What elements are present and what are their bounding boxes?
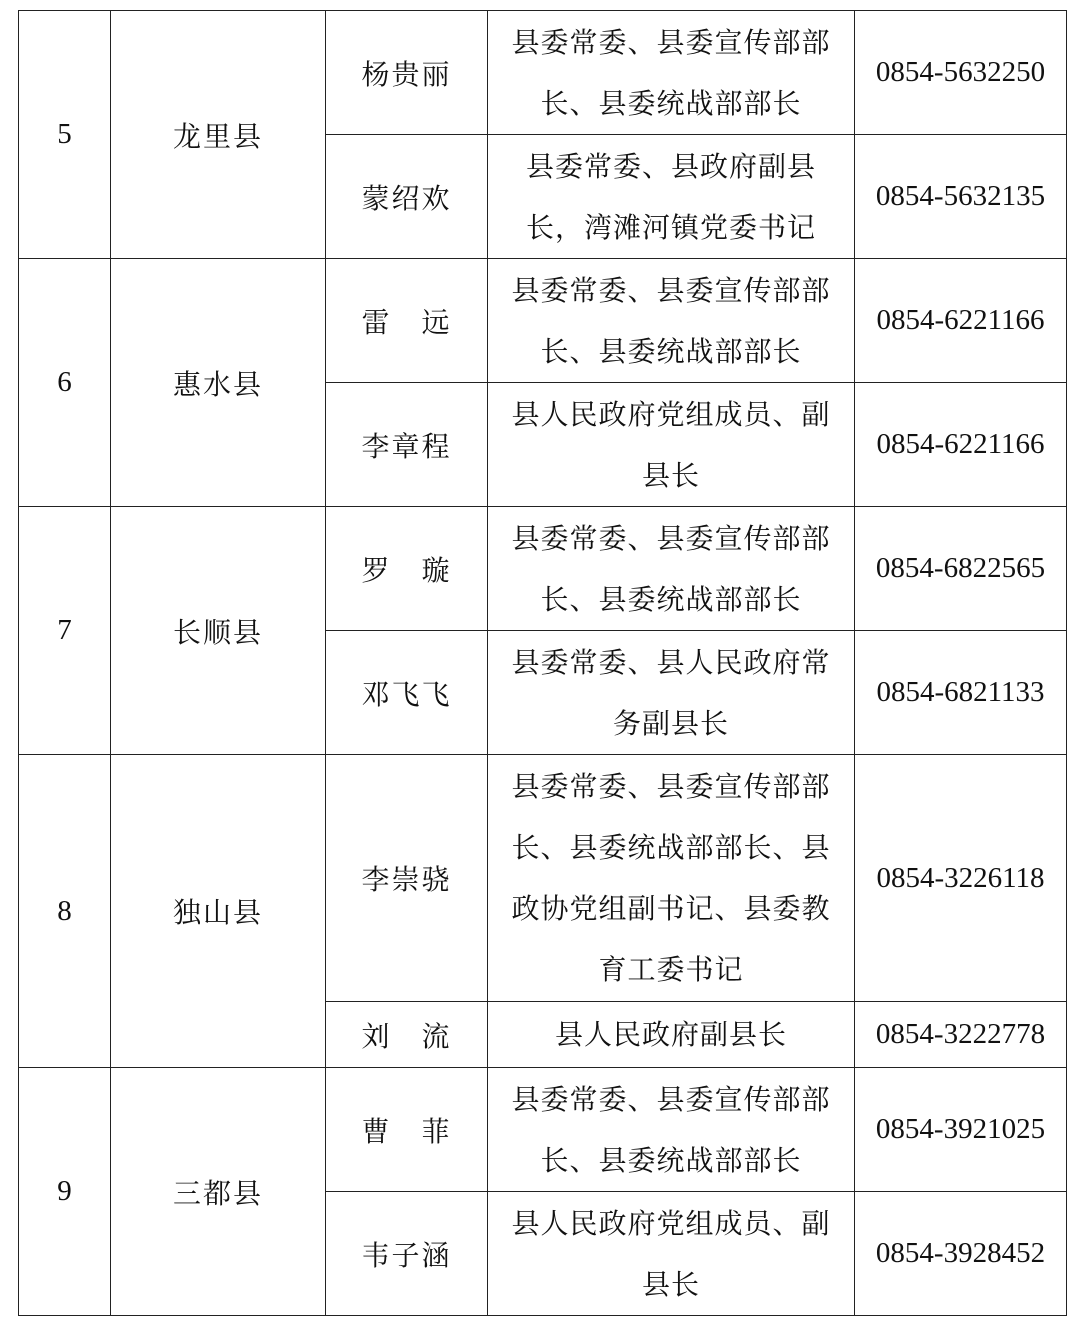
person-name: 李章程	[326, 383, 488, 507]
row-number: 7	[19, 507, 111, 755]
person-name: 罗 璇	[326, 507, 488, 631]
person-phone: 0854-6221166	[855, 259, 1067, 383]
person-name: 李崇骁	[326, 755, 488, 1002]
person-position: 县人民政府党组成员、副县长	[488, 1192, 855, 1316]
row-number: 5	[19, 11, 111, 259]
person-phone: 0854-6221166	[855, 383, 1067, 507]
person-phone: 0854-5632135	[855, 135, 1067, 259]
county-name: 龙里县	[111, 11, 326, 259]
table-row	[19, 1068, 1067, 1192]
person-position: 县委常委、县委宣传部部长、县委统战部部长、县政协党组副书记、县委教育工委书记	[488, 755, 855, 1002]
county-name: 三都县	[111, 1068, 326, 1316]
person-phone: 0854-3928452	[855, 1192, 1067, 1316]
person-position: 县委常委、县委宣传部部长、县委统战部部长	[488, 11, 855, 135]
county-name: 长顺县	[111, 507, 326, 755]
row-number: 9	[19, 1068, 111, 1316]
person-position: 县委常委、县委宣传部部长、县委统战部部长	[488, 1068, 855, 1192]
person-name: 邓飞飞	[326, 631, 488, 755]
person-position: 县人民政府党组成员、副县长	[488, 383, 855, 507]
row-number: 6	[19, 259, 111, 507]
person-name: 曹 菲	[326, 1068, 488, 1192]
person-phone: 0854-3921025	[855, 1068, 1067, 1192]
table-row	[19, 259, 1067, 383]
table-row	[19, 507, 1067, 631]
person-phone: 0854-3226118	[855, 755, 1067, 1002]
person-name: 韦子涵	[326, 1192, 488, 1316]
person-phone: 0854-6821133	[855, 631, 1067, 755]
person-name: 蒙绍欢	[326, 135, 488, 259]
table-row	[19, 11, 1067, 135]
county-name: 惠水县	[111, 259, 326, 507]
person-position: 县委常委、县委宣传部部长、县委统战部部长	[488, 507, 855, 631]
person-phone: 0854-6822565	[855, 507, 1067, 631]
person-position: 县人民政府副县长	[488, 1002, 855, 1068]
contact-table	[18, 10, 1067, 1316]
person-name: 杨贵丽	[326, 11, 488, 135]
person-name: 刘 流	[326, 1002, 488, 1068]
county-name: 独山县	[111, 755, 326, 1068]
person-name: 雷 远	[326, 259, 488, 383]
person-position: 县委常委、县政府副县长，湾滩河镇党委书记	[488, 135, 855, 259]
person-phone: 0854-5632250	[855, 11, 1067, 135]
row-number: 8	[19, 755, 111, 1068]
person-position: 县委常委、县人民政府常务副县长	[488, 631, 855, 755]
person-phone: 0854-3222778	[855, 1002, 1067, 1068]
person-position: 县委常委、县委宣传部部长、县委统战部部长	[488, 259, 855, 383]
table-row	[19, 755, 1067, 1002]
